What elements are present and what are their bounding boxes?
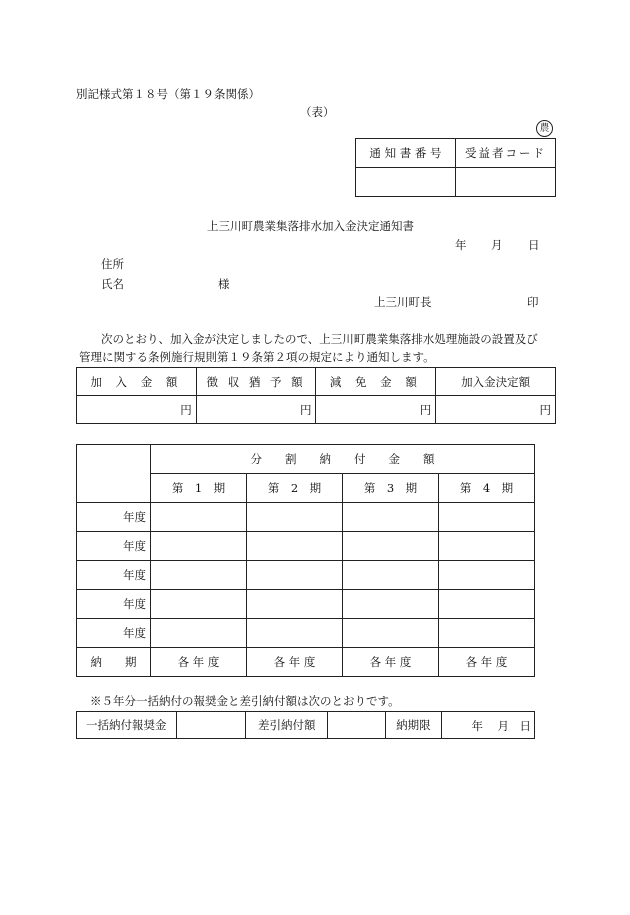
notice-number-box — [355, 138, 556, 197]
body-text-line-1: 次のとおり、加入金が決定しましたので、上三川町農業集落排水処理施設の設置及び — [101, 332, 538, 346]
agriculture-seal-icon: 農 — [536, 120, 553, 137]
fiscal-year-label: 年度 — [77, 619, 151, 648]
notice-number-header: 通 知 書 番 号 — [356, 139, 456, 168]
installment-cell[interactable] — [439, 503, 535, 532]
installment-cell[interactable] — [343, 590, 439, 619]
installment-cell[interactable] — [247, 590, 343, 619]
side-label: （表） — [300, 105, 335, 119]
installment-corner-cell — [77, 445, 151, 503]
beneficiary-code-header: 受益者コード — [455, 139, 555, 168]
name-label: 氏名 — [101, 277, 124, 291]
lump-sum-reward-label: 一括納付報奨金 — [77, 712, 177, 739]
deferred-amount-cell[interactable]: 円 — [196, 396, 316, 424]
lump-sum-reward-cell[interactable] — [176, 712, 246, 739]
due-label: 納 期 — [77, 648, 151, 677]
installment-cell[interactable] — [343, 532, 439, 561]
installment-cell[interactable] — [151, 503, 247, 532]
lump-sum-note: ※５年分一括納付の報奨金と差引納付額は次のとおりです。 — [90, 694, 400, 708]
installment-cell[interactable] — [151, 532, 247, 561]
enrollment-amount-header: 加 入 金 額 — [77, 368, 197, 396]
due-value: 各 年 度 — [151, 648, 247, 677]
date-day: 日 — [528, 238, 540, 252]
installment-cell[interactable] — [439, 532, 535, 561]
decided-amount-header: 加入金決定額 — [436, 368, 556, 396]
installment-cell[interactable] — [151, 590, 247, 619]
notice-number-cell[interactable] — [356, 168, 456, 197]
installment-cell[interactable] — [151, 619, 247, 648]
installment-cell[interactable] — [247, 532, 343, 561]
net-payment-cell[interactable] — [328, 712, 386, 739]
installment-cell[interactable] — [343, 503, 439, 532]
installment-cell[interactable] — [439, 590, 535, 619]
date-month: 月 — [491, 238, 503, 252]
period-2-header: 第 2 期 — [247, 474, 343, 503]
deadline-year: 年 — [471, 719, 484, 733]
deadline-month: 月 — [497, 719, 510, 733]
exempted-amount-cell[interactable]: 円 — [316, 396, 436, 424]
exempted-amount-header: 減 免 金 額 — [316, 368, 436, 396]
period-4-header: 第 4 期 — [439, 474, 535, 503]
period-3-header: 第 3 期 — [343, 474, 439, 503]
deadline-date-cell[interactable] — [441, 712, 534, 739]
net-payment-label: 差引納付額 — [246, 712, 328, 739]
installment-cell[interactable] — [439, 561, 535, 590]
installment-cell[interactable] — [343, 619, 439, 648]
due-value: 各 年 度 — [343, 648, 439, 677]
form-label: 別記様式第１８号（第１９条関係） — [76, 87, 260, 101]
installment-cell[interactable] — [247, 561, 343, 590]
installment-cell[interactable] — [151, 561, 247, 590]
fiscal-year-label: 年度 — [77, 532, 151, 561]
deadline-label: 納期限 — [386, 712, 441, 739]
installment-cell[interactable] — [439, 619, 535, 648]
fiscal-year-label: 年度 — [77, 561, 151, 590]
lump-sum-table — [76, 711, 535, 739]
installment-cell[interactable] — [247, 619, 343, 648]
installment-cell[interactable] — [247, 503, 343, 532]
deadline-day: 日 — [519, 719, 532, 733]
decided-amount-cell[interactable]: 円 — [436, 396, 556, 424]
beneficiary-code-cell[interactable] — [455, 168, 555, 197]
body-text-line-2: 管理に関する条例施行規則第１９条第２項の規定により通知します。 — [79, 350, 435, 364]
address-label: 住所 — [101, 257, 124, 271]
installment-table — [76, 444, 535, 677]
deferred-amount-header: 徴 収 猶 予 額 — [196, 368, 316, 396]
fiscal-year-label: 年度 — [77, 503, 151, 532]
installment-cell[interactable] — [343, 561, 439, 590]
fiscal-year-label: 年度 — [77, 590, 151, 619]
installment-title: 分 割 納 付 金 額 — [151, 445, 535, 474]
amount-table — [76, 367, 556, 424]
due-value: 各 年 度 — [247, 648, 343, 677]
document-title: 上三川町農業集落排水加入金決定通知書 — [207, 219, 414, 233]
due-value: 各 年 度 — [439, 648, 535, 677]
stamp-mark: 印 — [527, 295, 539, 309]
issuer: 上三川町長 — [374, 295, 432, 309]
enrollment-amount-cell[interactable]: 円 — [77, 396, 197, 424]
honorific: 様 — [218, 277, 230, 291]
date-year: 年 — [455, 238, 467, 252]
period-1-header: 第 1 期 — [151, 474, 247, 503]
